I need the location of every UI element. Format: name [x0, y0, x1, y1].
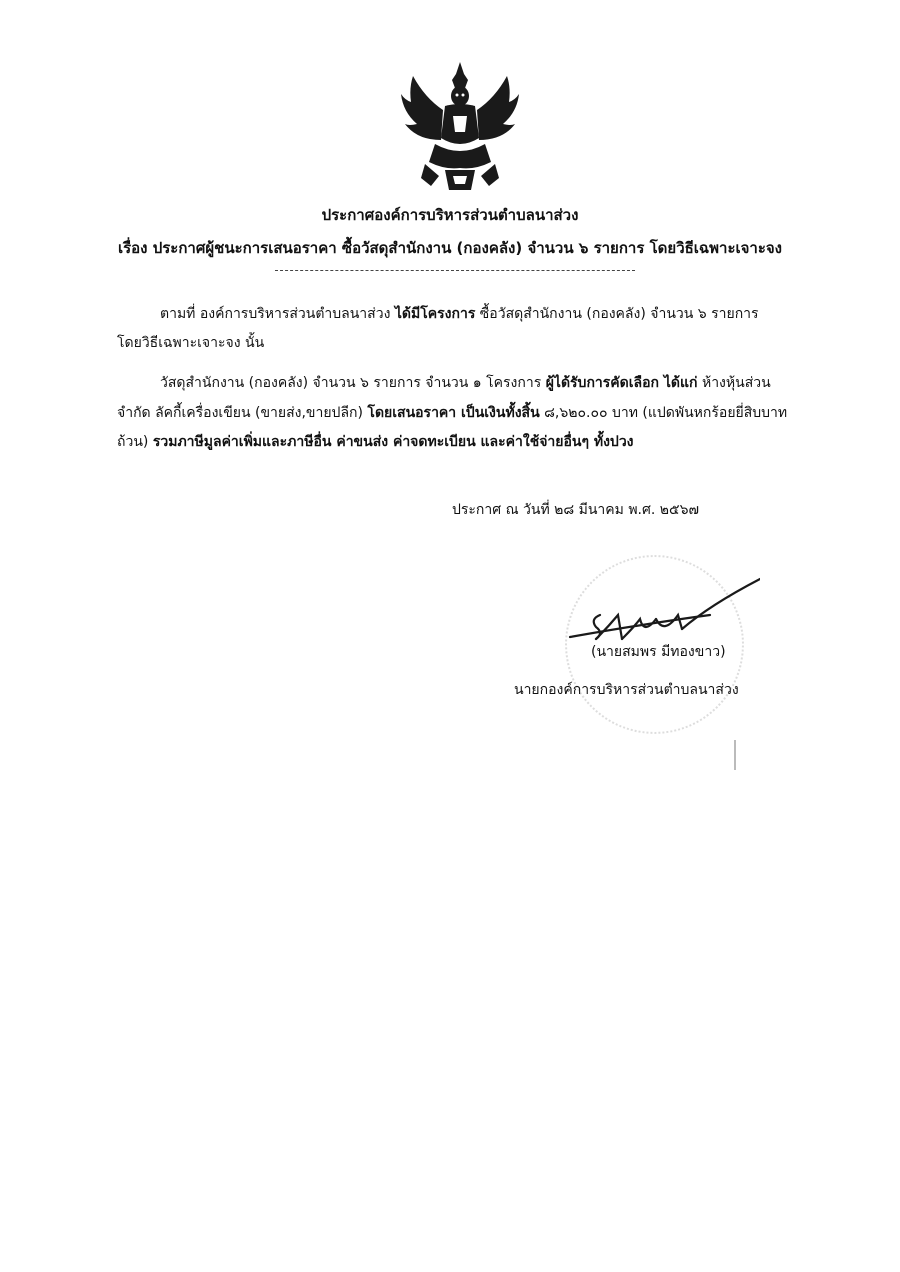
title-divider — [275, 270, 635, 271]
p2-text-e: โดยเสนอราคา เป็นเงินทั้งสิ้น — [367, 405, 540, 421]
signatory-position: นายกองค์การบริหารส่วนตำบลนาส่วง — [514, 682, 739, 698]
scan-mark — [734, 740, 736, 770]
announcement-title: ประกาศองค์การบริหารส่วนตำบลนาส่วง — [321, 206, 579, 224]
p2-text-h: รวมภาษีมูลค่าเพิ่มและภาษีอื่น ค่าขนส่ง ค่าจดทะเบียน และค่าใช้จ่ายอื่นๆ ทั้งปวง — [152, 434, 634, 450]
p2-text-c: ห้างหุ้นส่วน — [701, 375, 771, 391]
paragraph-2-line-1 — [160, 372, 771, 394]
announcement-date: ประกาศ ณ วันที่ ๒๘ มีนาคม พ.ศ. ๒๕๖๗ — [452, 502, 700, 518]
paragraph-1-line-1 — [160, 303, 759, 325]
garuda-emblem-icon — [395, 58, 525, 198]
p2-text-g: ถ้วน) — [117, 434, 149, 450]
p1-text-c: ซื้อวัสดุสำนักงาน (กองคลัง) จำนวน ๖ รายการ — [479, 306, 759, 322]
paragraph-1-line-2: โดยวิธีเฉพาะเจาะจง นั้น — [117, 335, 265, 351]
paragraph-2-line-3 — [117, 431, 634, 453]
p2-text-d: จำกัด ลัคกี้เครื่องเขียน (ขายส่ง,ขายปลีก) — [117, 405, 363, 421]
announcement-subject: เรื่อง ประกาศผู้ชนะการเสนอราคา ซื้อวัสดุสำนักงาน (กองคลัง) จำนวน ๖ รายการ โดยวิธีเฉพาะเจาะจง — [117, 239, 783, 257]
p1-text-a: ตามที่ องค์การบริหารส่วนตำบลนาส่วง — [160, 306, 391, 322]
p2-text-b: ผู้ได้รับการคัดเลือก ได้แก่ — [545, 375, 698, 391]
signatory-name: (นายสมพร มีทองขาว) — [591, 644, 726, 660]
p1-text-b: ได้มีโครงการ — [394, 306, 476, 322]
p2-text-a: วัสดุสำนักงาน (กองคลัง) จำนวน ๖ รายการ จำนวน ๑ โครงการ — [160, 375, 542, 391]
paragraph-2-line-2 — [117, 402, 787, 424]
p2-text-f: ๘,๖๒๐.๐๐ บาท (แปดพันหกร้อยยี่สิบบาท — [544, 405, 788, 421]
